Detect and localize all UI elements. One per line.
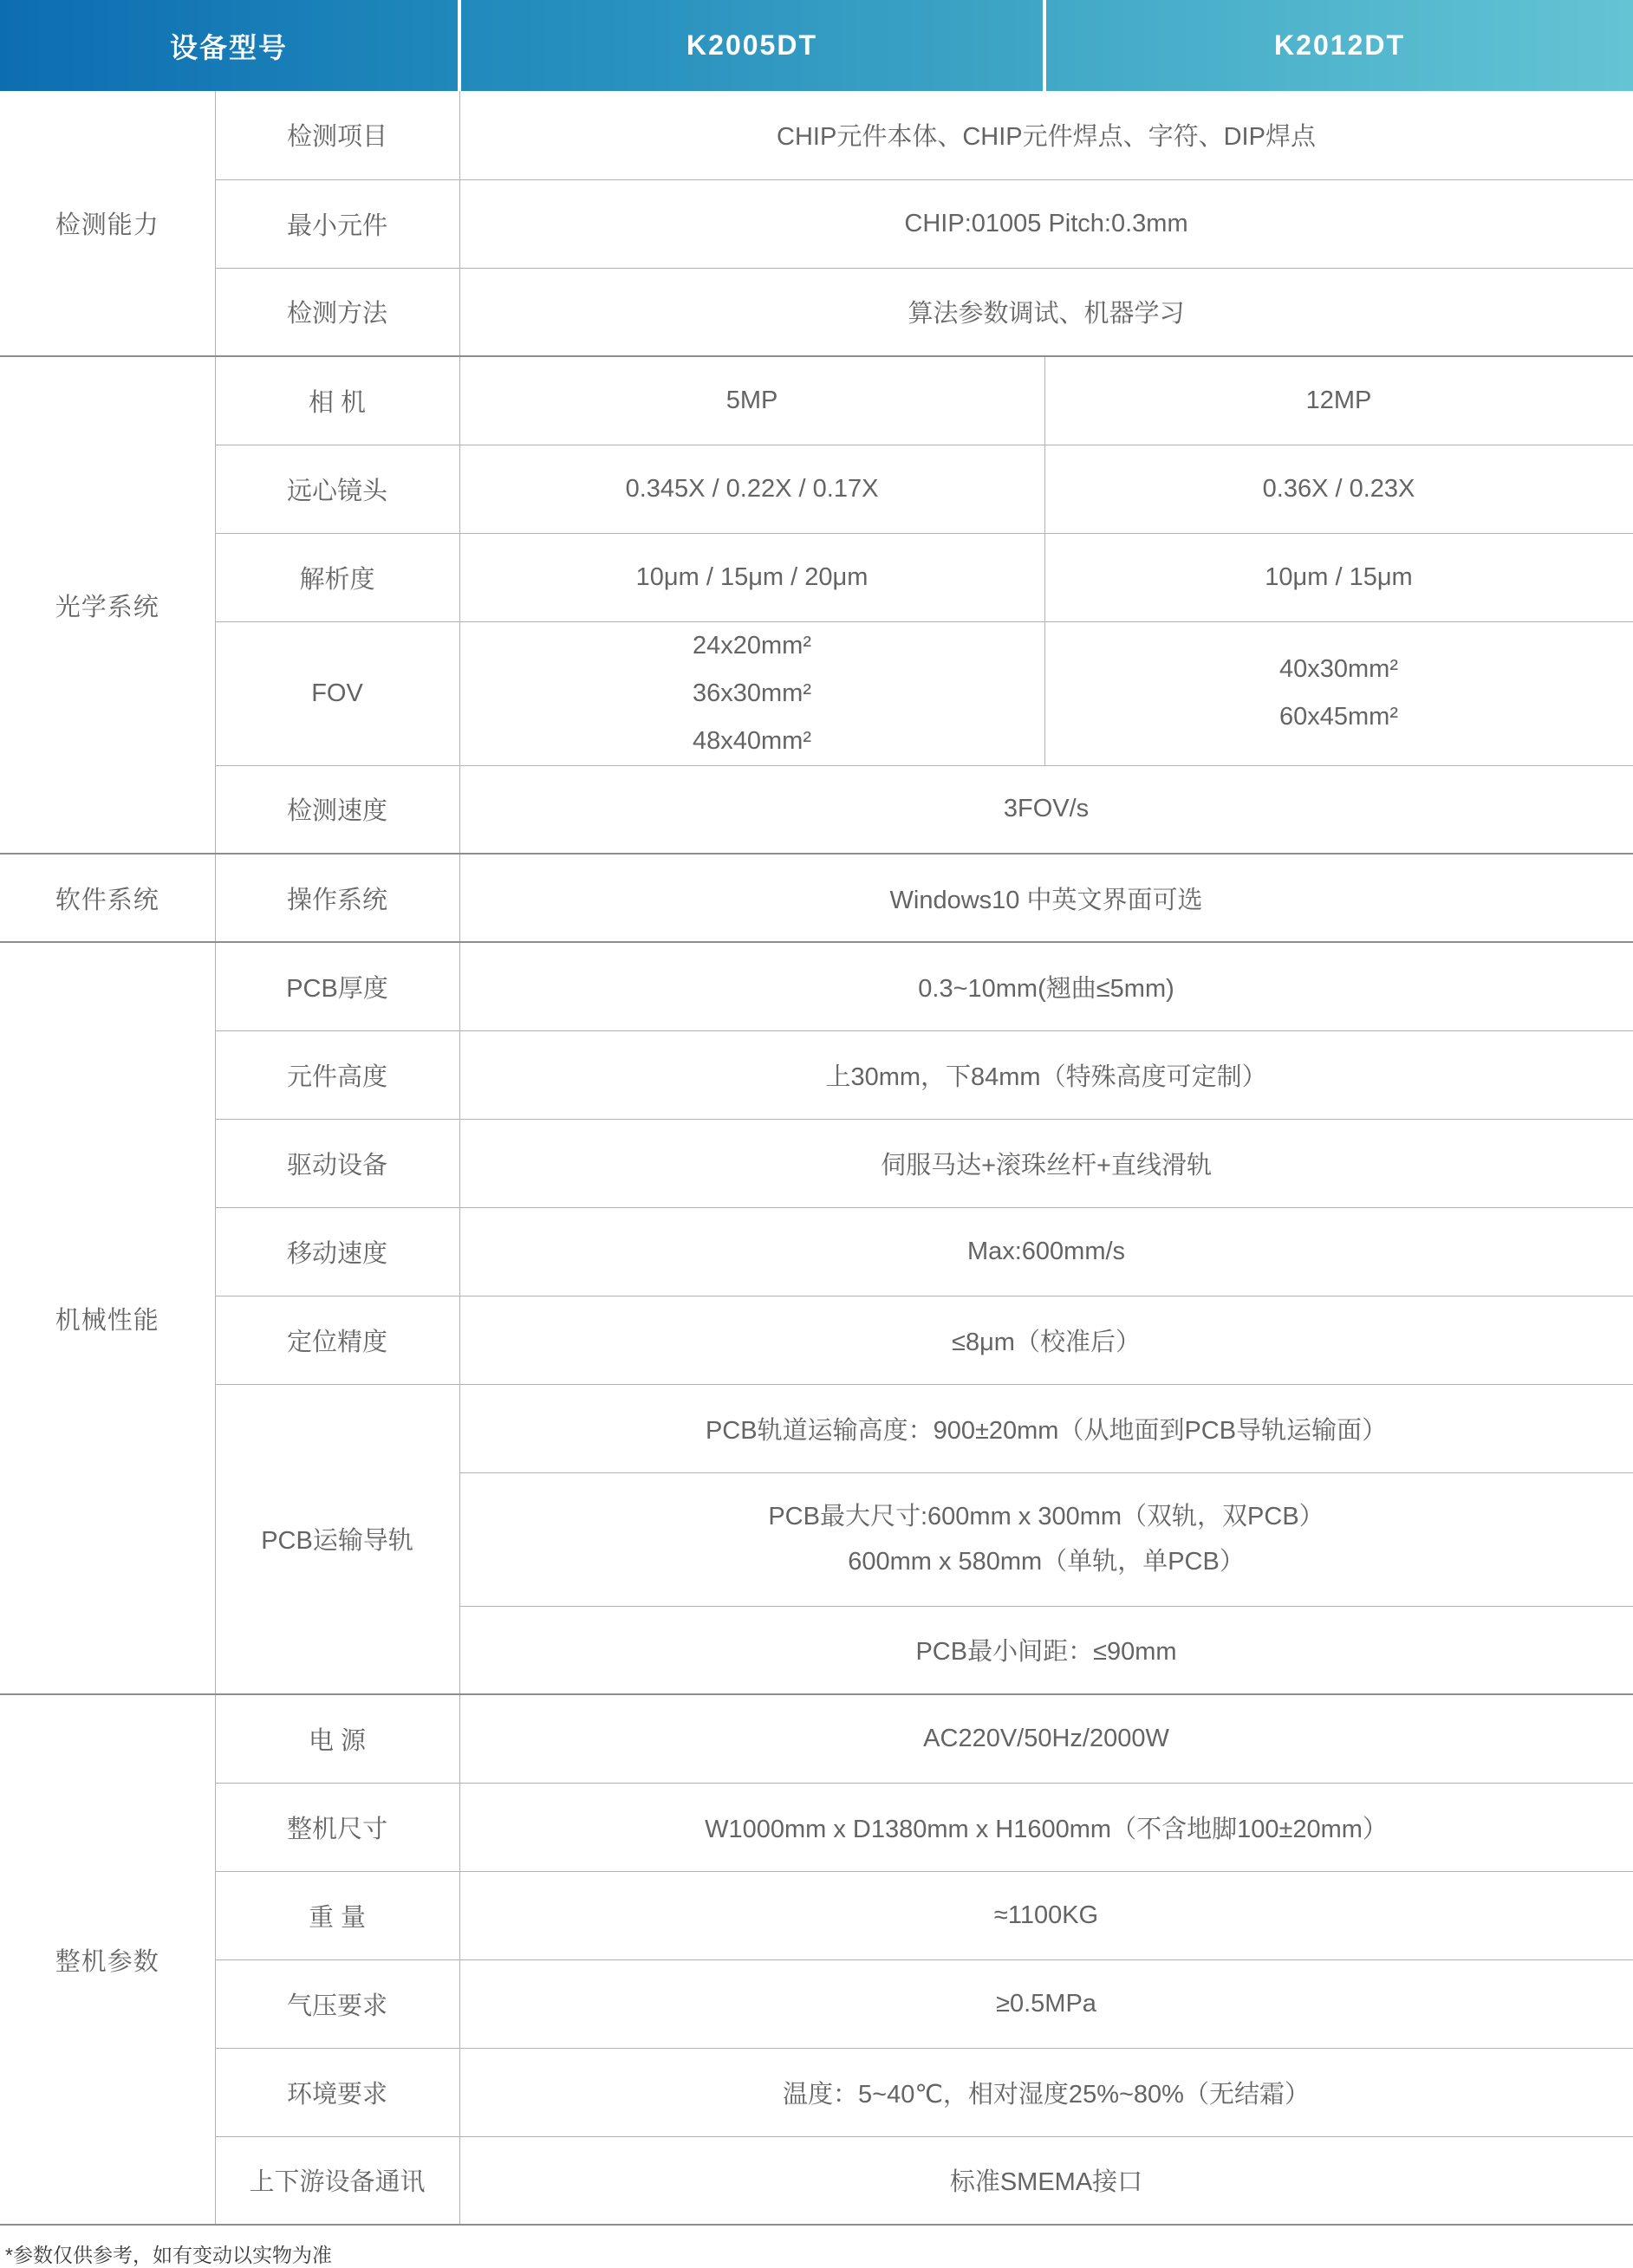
value-dimensions: W1000mm x D1380mm x H1600mm（不含地脚100±20mm） (459, 1783, 1633, 1871)
value-rail-max-size (459, 1472, 1633, 1606)
value-communication: 标准SMEMA接口 (459, 2136, 1633, 2225)
row-detect-speed (0, 765, 1633, 854)
value-resolution-k2005: 10μm / 15μm / 20μm (459, 533, 1044, 621)
value-detect-method: 算法参数调试、机器学习 (459, 268, 1633, 356)
value-rail-min-gap: PCB最小间距：≤90mm (459, 1606, 1633, 1694)
section-optical-system: 光学系统 (0, 356, 215, 854)
row-component-height (0, 1030, 1633, 1119)
value-os: Windows10 中英文界面可选 (459, 854, 1633, 942)
section-mechanical-performance: 机械性能 (0, 942, 215, 1694)
value-move-speed: Max:600mm/s (459, 1207, 1633, 1296)
param-label-resolution: 解析度 (215, 533, 459, 621)
fov-k2005-line1: 24x20mm² (693, 631, 812, 660)
row-dimensions (0, 1783, 1633, 1871)
row-move-speed (0, 1207, 1633, 1296)
row-communication (0, 2136, 1633, 2225)
row-air-pressure (0, 1959, 1633, 2048)
row-weight (0, 1871, 1633, 1959)
row-lens (0, 445, 1633, 533)
param-label-dimensions: 整机尺寸 (215, 1783, 459, 1871)
param-label-detect-items: 检测项目 (215, 91, 459, 179)
row-camera (0, 356, 1633, 445)
row-environment (0, 2048, 1633, 2136)
rail-max-size-line2: 600mm x 580mm（单轨，单PCB） (848, 1548, 1245, 1576)
row-min-component (0, 179, 1633, 268)
table-header-row (0, 0, 1633, 91)
param-label-environment: 环境要求 (215, 2048, 459, 2136)
header-k2012-cell: K2012DT (1044, 0, 1633, 91)
value-lens-k2005: 0.345X / 0.22X / 0.17X (459, 445, 1044, 533)
value-resolution-k2012: 10μm / 15μm (1044, 533, 1633, 621)
row-power (0, 1694, 1633, 1783)
header-model-cell: 设备型号 (0, 0, 459, 91)
value-lens-k2012: 0.36X / 0.23X (1044, 445, 1633, 533)
section-detect-capability: 检测能力 (0, 91, 215, 356)
rail-max-size-line1: PCB最大尺寸:600mm x 300mm（双轨，双PCB） (768, 1503, 1324, 1530)
row-pcb-thickness (0, 942, 1633, 1030)
section-machine-parameters: 整机参数 (0, 1694, 215, 2225)
param-label-power: 电 源 (215, 1694, 459, 1783)
value-weight: ≈1100KG (459, 1871, 1633, 1959)
value-environment: 温度：5~40℃，相对湿度25%~80%（无结霜） (459, 2048, 1633, 2136)
value-fov-k2012 (1044, 621, 1633, 765)
param-label-communication: 上下游设备通讯 (215, 2136, 459, 2225)
section-software-system: 软件系统 (0, 854, 215, 942)
value-detect-items: CHIP元件本体、CHIP元件焊点、字符、DIP焊点 (459, 91, 1633, 179)
fov-k2005-line3: 48x40mm² (693, 726, 812, 755)
value-rail-height: PCB轨道运输高度：900±20mm（从地面到PCB导轨运输面） (459, 1384, 1633, 1472)
fov-k2012-line2: 60x45mm² (1279, 703, 1399, 731)
param-label-pcb-thickness: PCB厚度 (215, 942, 459, 1030)
row-detect-method (0, 268, 1633, 356)
param-label-detect-speed: 检测速度 (215, 765, 459, 854)
param-label-fov: FOV (215, 621, 459, 765)
value-component-height: 上30mm，下84mm（特殊高度可定制） (459, 1030, 1633, 1119)
param-label-min-component: 最小元件 (215, 179, 459, 268)
param-label-os: 操作系统 (215, 854, 459, 942)
value-accuracy: ≤8μm（校准后） (459, 1296, 1633, 1384)
param-label-drive: 驱动设备 (215, 1119, 459, 1207)
param-label-weight: 重 量 (215, 1871, 459, 1959)
header-k2005-cell: K2005DT (459, 0, 1044, 91)
param-label-move-speed: 移动速度 (215, 1207, 459, 1296)
row-detect-items (0, 91, 1633, 179)
value-detect-speed: 3FOV/s (459, 765, 1633, 854)
row-rail-height (0, 1384, 1633, 1472)
value-pcb-thickness: 0.3~10mm(翘曲≤5mm) (459, 942, 1633, 1030)
row-accuracy (0, 1296, 1633, 1384)
value-min-component: CHIP:01005 Pitch:0.3mm (459, 179, 1633, 268)
value-drive: 伺服马达+滚珠丝杆+直线滑轨 (459, 1119, 1633, 1207)
param-label-air-pressure: 气压要求 (215, 1959, 459, 2048)
row-os (0, 854, 1633, 942)
value-fov-k2005 (459, 621, 1044, 765)
row-drive (0, 1119, 1633, 1207)
value-power: AC220V/50Hz/2000W (459, 1694, 1633, 1783)
value-air-pressure: ≥0.5MPa (459, 1959, 1633, 2048)
param-label-lens: 远心镜头 (215, 445, 459, 533)
param-label-accuracy: 定位精度 (215, 1296, 459, 1384)
fov-k2012-line1: 40x30mm² (1279, 655, 1399, 683)
row-resolution (0, 533, 1633, 621)
row-fov (0, 621, 1633, 765)
param-label-pcb-rail: PCB运输导轨 (215, 1384, 459, 1694)
footnote: *参数仅供参考，如有变动以实物为准 (5, 2244, 332, 2266)
value-camera-k2012: 12MP (1044, 356, 1633, 445)
value-camera-k2005: 5MP (459, 356, 1044, 445)
fov-k2005-line2: 36x30mm² (693, 679, 812, 707)
param-label-camera: 相 机 (215, 356, 459, 445)
param-label-component-height: 元件高度 (215, 1030, 459, 1119)
param-label-detect-method: 检测方法 (215, 268, 459, 356)
